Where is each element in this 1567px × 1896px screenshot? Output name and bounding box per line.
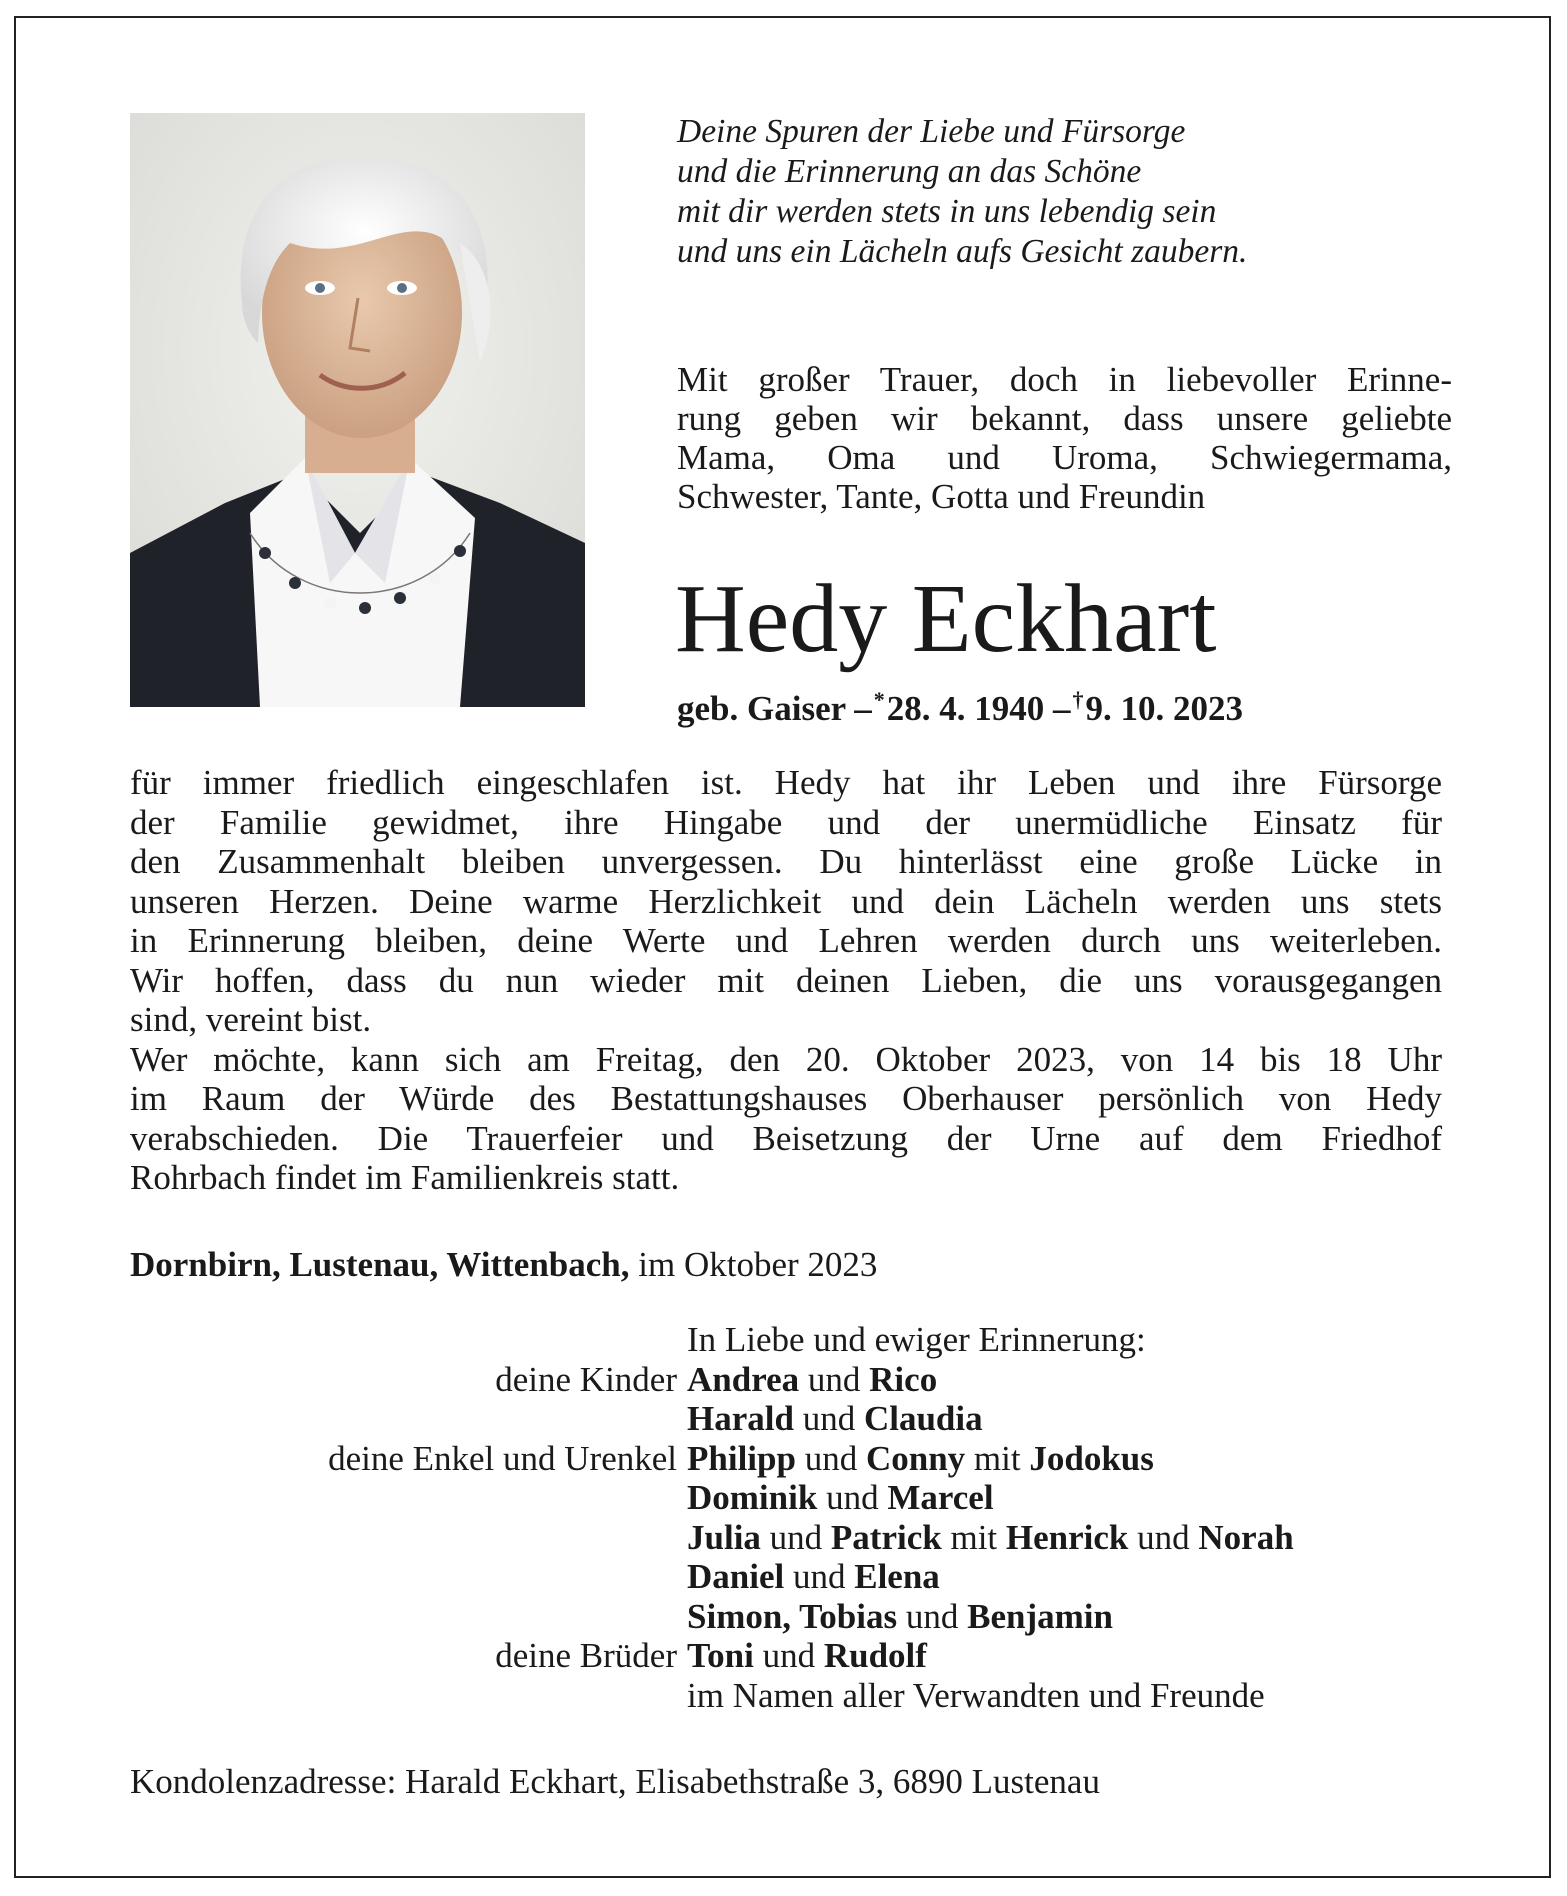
intro-line: rung geben wir bekannt, dass unsere geliebte [677,399,1452,438]
announcement-intro [677,360,1452,516]
body-line: verabschieden. Die Trauerfeier und Beisetzung der Urne auf dem Friedhof [130,1118,1442,1158]
signer-name: Norah [1198,1517,1294,1557]
separator: – [854,689,872,728]
signer-row [130,1557,1460,1597]
conjunction: mit [950,1517,998,1557]
signers-closing: im Namen aller Verwandten und Freunde [687,1675,1265,1715]
signer-row [130,1478,1460,1518]
conjunction: und [807,1359,861,1399]
body-line: den Zusammenhalt bleiben unvergessen. Du hinterlässt eine große Lücke in [130,842,1442,881]
body-line: für immer friedlich eingeschlafen ist. Hedy hat ihr Leben und ihre Fürsorge [130,763,1442,802]
signer-row [130,1320,1460,1360]
signer-row [130,1360,1460,1400]
deceased-name: Hedy Eckhart [675,565,1217,673]
signers-heading: In Liebe und ewiger Erinnerung: [687,1320,1146,1359]
body-line: im Raum der Würde des Bestattungshauses Oberhauser persönlich von Hedy [130,1079,1442,1118]
conjunction: und [1137,1517,1190,1557]
signer-name: Benjamin [967,1596,1113,1636]
conjunction: und [804,1438,858,1478]
signer-row [130,1597,1460,1637]
memorial-poem [677,112,1457,272]
signer-name: Dominik [687,1478,818,1517]
signer-name: Philipp [687,1438,796,1478]
poem-line: und uns ein Lächeln aufs Gesicht zaubern. [677,233,1248,270]
signer-row [130,1636,1460,1676]
signer-name: Jodokus [1029,1438,1154,1478]
conjunction: und [769,1517,823,1557]
life-dates [677,680,1457,729]
conjunction: und [826,1478,879,1517]
signer-name: Julia [687,1517,761,1557]
signer-row [130,1676,1460,1716]
body-line: unseren Herzen. Deine warme Herzlichkeit und dein Lächeln werden uns stets [130,881,1442,921]
poem-line: mit dir werden stets in uns lebendig sein [677,193,1217,230]
death-symbol: † [1072,687,1084,712]
signer-row [130,1518,1460,1558]
conjunction: und [802,1399,856,1438]
birth-symbol: * [873,687,885,712]
conjunction: mit [973,1438,1021,1478]
relation-label: deine Brüder [495,1636,677,1675]
signer-name: Claudia [863,1399,983,1438]
relation-label: deine Enkel und Urenkel [328,1438,677,1478]
body-line: der Familie gewidmet, ihre Hingabe und der unermüdliche Einsatz für [130,802,1442,842]
place-and-date [130,1245,877,1285]
body-line: in Erinnerung bleiben, deine Werte und Lehren werden durch uns weiterleben. [130,921,1442,960]
obituary-text [130,763,1442,1198]
poem-line: und die Erinnerung an das Schöne [677,153,1142,190]
signer-name: Elena [854,1557,940,1596]
signer-name: Toni [687,1636,754,1675]
poem-line: Deine Spuren der Liebe und Fürsorge [677,113,1186,150]
signer-name: Harald [687,1399,794,1438]
separator: – [1053,689,1071,728]
signer-name: Simon, Tobias [687,1596,898,1636]
body-line: Rohrbach findet im Familienkreis statt. [130,1158,680,1197]
signer-name: Marcel [887,1478,994,1517]
intro-line: Mit großer Trauer, doch in liebevoller Erinne- [677,360,1452,399]
signer-name: Henrick [1005,1517,1129,1557]
conjunction: und [762,1636,816,1675]
portrait-photo [130,113,585,707]
signer-name: Rudolf [823,1636,927,1675]
signer-row [130,1439,1460,1479]
signer-name: Patrick [830,1517,942,1557]
towns: Dornbirn, Lustenau, Wittenbach, [130,1245,630,1284]
portrait-image [130,113,585,707]
body-line: Wer möchte, kann sich am Freitag, den 20. Oktober 2023, von 14 bis 18 Uhr [130,1039,1442,1079]
mourners-list [130,1320,1460,1715]
birth-date: 28. 4. 1940 [886,689,1045,728]
birth-name: geb. Gaiser [677,689,846,728]
intro-line: Schwester, Tante, Gotta und Freundin [677,477,1206,516]
body-line: sind, vereint bist. [130,1000,372,1039]
conjunction: und [792,1557,846,1596]
body-line: Wir hoffen, dass du nun wieder mit deinen Lieben, die uns vorausgegangen [130,960,1442,1000]
month-year: im Oktober 2023 [638,1245,878,1284]
condolence-address: Kondolenzadresse: Harald Eckhart, Elisabethstraße 3, 6890 Lustenau [130,1762,1100,1801]
death-date: 9. 10. 2023 [1085,689,1244,728]
signer-name: Rico [869,1359,938,1399]
intro-line: Mama, Oma und Uroma, Schwiegermama, [677,438,1452,477]
relation-label: deine Kinder [495,1359,677,1399]
conjunction: und [905,1596,959,1636]
signer-row [130,1399,1460,1439]
signer-name: Andrea [687,1359,800,1399]
signer-name: Conny [865,1438,966,1478]
signer-name: Daniel [687,1557,785,1596]
